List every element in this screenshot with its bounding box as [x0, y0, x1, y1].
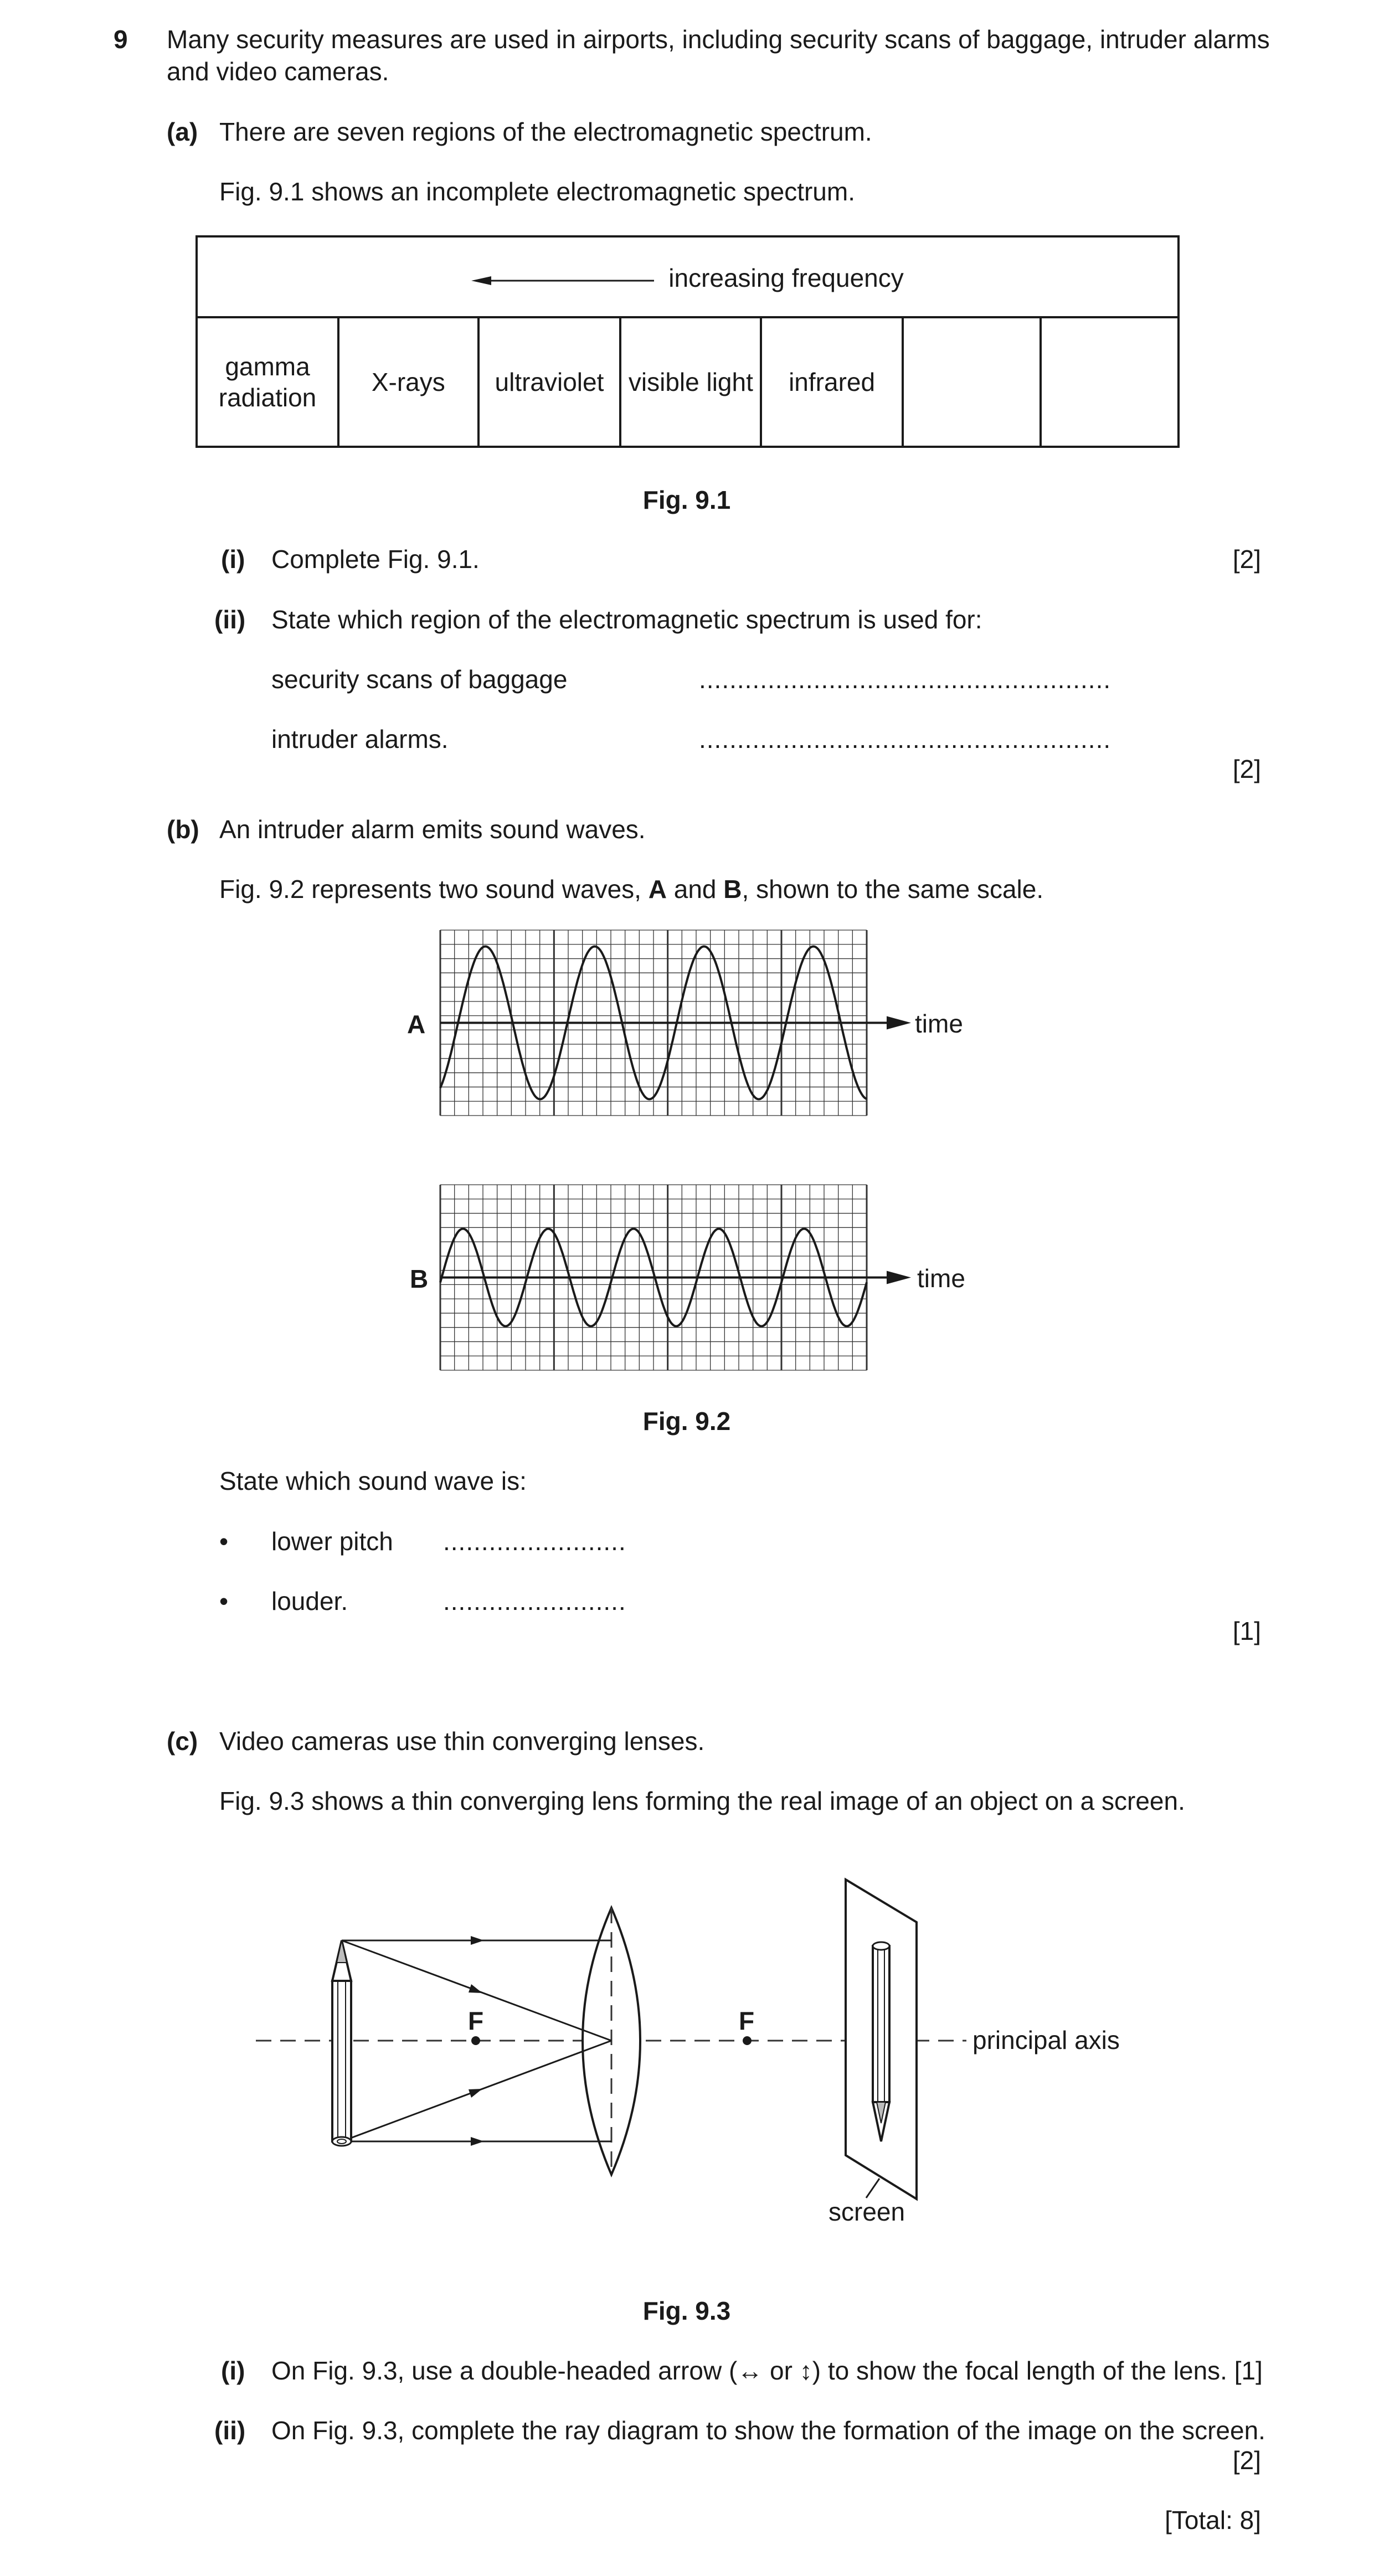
part-a-text: There are seven regions of the electromagnetic spectrum.: [219, 117, 872, 146]
question-intro-line2: and video cameras.: [167, 57, 389, 86]
wave-a-label: A: [407, 1010, 426, 1039]
part-c-ii-label: (ii): [214, 2416, 246, 2445]
em-region-gamma: gamma radiation: [197, 317, 338, 447]
question-intro-line1: Many security measures are used in airports, including security scans of baggage, intruder alarms: [167, 25, 1270, 54]
question-number: 9: [114, 25, 128, 54]
focus-label-left: F: [468, 2006, 484, 2035]
em-region-infrared: infrared: [761, 317, 902, 447]
part-b-text: An intruder alarm emits sound waves.: [219, 815, 646, 844]
em-region-x-rays: X-rays: [338, 317, 478, 447]
ray-arrow-icon: [471, 1936, 484, 1945]
em-region-visible-light: visible light: [620, 317, 761, 447]
intruder-alarms-answer[interactable]: ......................................................: [699, 725, 1111, 753]
part-a-ii-text: State which region of the electromagnetic spectrum is used for:: [271, 605, 982, 634]
louder-answer[interactable]: ........................: [443, 1587, 626, 1615]
part-a-i-marks: [2]: [1232, 545, 1261, 574]
part-b-label: (b): [167, 815, 199, 844]
wave-b-time-label: time: [917, 1264, 965, 1293]
focal-point-left: [471, 2036, 480, 2045]
screen-label: screen: [828, 2197, 905, 2226]
intruder-alarms-label: intruder alarms.: [271, 725, 449, 753]
part-b-marks: [1]: [1232, 1617, 1261, 1645]
fig-9-1-intro: Fig. 9.1 shows an incomplete electromagnetic spectrum.: [219, 177, 855, 206]
security-scans-label: security scans of baggage: [271, 665, 568, 694]
fig-9-3-caption: Fig. 9.3: [642, 2296, 731, 2325]
wave-b-label: B: [410, 1264, 429, 1293]
bullet: •: [219, 1527, 229, 1556]
fig-9-2-caption: Fig. 9.2: [642, 1407, 731, 1436]
ray-arrow-icon: [471, 2137, 484, 2146]
object-pencil: [332, 1940, 351, 2146]
screen-label-leader: [866, 2178, 879, 2198]
image-pencil: [873, 1942, 889, 2141]
focus-label-right: F: [739, 2006, 755, 2035]
lower-pitch-label: lower pitch: [271, 1527, 393, 1556]
part-c-ii-text: On Fig. 9.3, complete the ray diagram to show the formation of the image on the screen.: [271, 2416, 1265, 2445]
part-a-i-label: (i): [221, 545, 245, 574]
part-c-i-label: (i): [221, 2356, 245, 2385]
part-c-ii-marks: [2]: [1232, 2446, 1261, 2475]
bullet: •: [219, 1587, 229, 1615]
fig-9-1-caption: Fig. 9.1: [642, 486, 731, 514]
part-c-label: (c): [167, 1727, 198, 1756]
ray-arrow-icon: [469, 2089, 482, 2098]
em-region-ultraviolet: ultraviolet: [478, 317, 621, 447]
fig-9-3-intro: Fig. 9.3 shows a thin converging lens forming the real image of an object on a screen.: [219, 1787, 1185, 1815]
part-a-ii-label: (ii): [214, 605, 246, 634]
focal-point-right: [743, 2036, 752, 2045]
fig-9-2-intro: Fig. 9.2 represents two sound waves, A and B, shown to the same scale.: [219, 875, 1044, 904]
wave-a-time-label: time: [915, 1009, 963, 1038]
part-c-i-text: On Fig. 9.3, use a double-headed arrow (↔ or ↕) to show the focal length of the lens. [1]: [271, 2356, 1263, 2385]
lower-pitch-answer[interactable]: ........................: [443, 1527, 626, 1556]
em-spectrum-header-text: increasing frequency: [668, 263, 904, 292]
part-c-text: Video cameras use thin converging lenses.: [219, 1727, 705, 1756]
part-a-i-text: Complete Fig. 9.1.: [271, 545, 480, 574]
question-total: [Total: 8]: [1165, 2506, 1261, 2534]
security-scans-answer[interactable]: ......................................................: [699, 665, 1111, 694]
ray-arrow-icon: [469, 1984, 482, 1993]
part-a-label: (a): [167, 117, 198, 146]
louder-label: louder.: [271, 1587, 348, 1615]
principal-axis-label: principal axis: [972, 2026, 1120, 2054]
part-a-ii-marks: [2]: [1232, 755, 1261, 783]
part-b-question: State which sound wave is:: [219, 1467, 527, 1495]
